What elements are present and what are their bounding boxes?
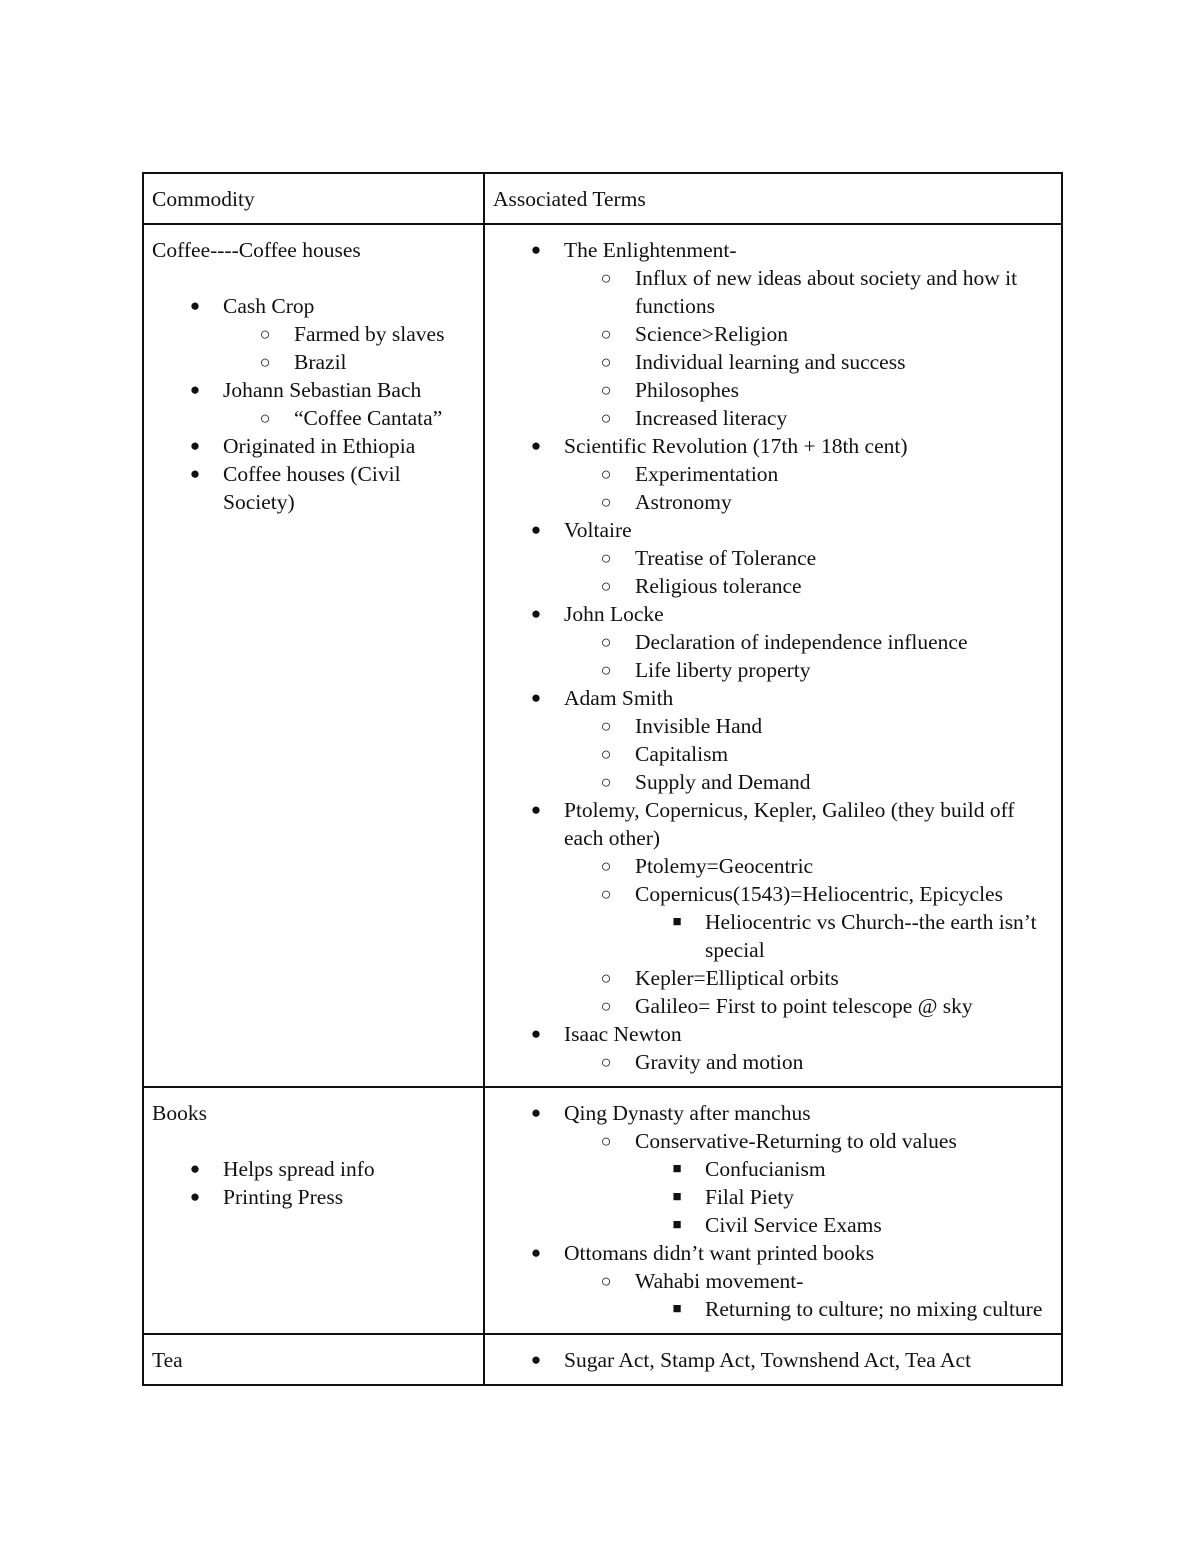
bullet-list-level-2 bbox=[600, 1127, 1053, 1239]
bullet-list-level-2 bbox=[600, 264, 1053, 432]
bullet-circle-icon: ○ bbox=[600, 744, 612, 764]
list-item-text: Printing Press bbox=[223, 1185, 344, 1209]
list-item-text: Individual learning and success bbox=[635, 350, 906, 374]
bullet-list-level-3 bbox=[672, 1295, 1053, 1323]
list-item bbox=[530, 684, 1053, 796]
list-item bbox=[189, 432, 475, 460]
list-item bbox=[600, 460, 1053, 488]
commodity-cell bbox=[143, 1334, 484, 1385]
list-item-text: Voltaire bbox=[564, 518, 632, 542]
bullet-circle-icon: ○ bbox=[600, 856, 612, 876]
list-item bbox=[600, 1267, 1053, 1323]
list-item bbox=[530, 1099, 1053, 1239]
table-row-books bbox=[143, 1087, 1062, 1334]
list-item bbox=[530, 1020, 1053, 1076]
bullet-disc-icon: ● bbox=[189, 1187, 201, 1206]
table-row-coffee-coffee-houses bbox=[143, 224, 1062, 1087]
bullet-circle-icon: ○ bbox=[600, 380, 612, 400]
list-item-text: Declaration of independence influence bbox=[635, 630, 968, 654]
list-item-text: Scientific Revolution (17th + 18th cent) bbox=[564, 434, 908, 458]
bullet-circle-icon: ○ bbox=[259, 352, 271, 372]
commodity-title: Coffee----Coffee houses bbox=[152, 238, 361, 262]
bullet-circle-icon: ○ bbox=[600, 576, 612, 596]
list-item bbox=[600, 376, 1053, 404]
bullet-list-level-2 bbox=[600, 712, 1053, 796]
bullet-disc-icon: ● bbox=[530, 604, 542, 623]
bullet-circle-icon: ○ bbox=[600, 996, 612, 1016]
bullet-list-level-2 bbox=[600, 1267, 1053, 1323]
bullet-disc-icon: ● bbox=[530, 436, 542, 455]
bullet-circle-icon: ○ bbox=[600, 968, 612, 988]
bullet-circle-icon: ○ bbox=[600, 324, 612, 344]
list-item-text: The Enlightenment- bbox=[564, 238, 737, 262]
list-item-text: Ptolemy, Copernicus, Kepler, Galileo (they build off each other) bbox=[564, 798, 1015, 850]
list-item-text: Conservative-Returning to old values bbox=[635, 1129, 957, 1153]
list-item-text: Ptolemy=Geocentric bbox=[635, 854, 814, 878]
bullet-circle-icon: ○ bbox=[600, 548, 612, 568]
commodity-title: Tea bbox=[152, 1348, 183, 1372]
bullet-disc-icon: ● bbox=[530, 1103, 542, 1122]
bullet-circle-icon: ○ bbox=[600, 492, 612, 512]
bullet-disc-icon: ● bbox=[530, 1350, 542, 1369]
list-item bbox=[600, 1048, 1053, 1076]
list-item bbox=[530, 1346, 1053, 1374]
list-item-text: Supply and Demand bbox=[635, 770, 811, 794]
bullet-list-level-2 bbox=[600, 852, 1053, 1020]
list-item bbox=[600, 712, 1053, 740]
list-item bbox=[530, 1239, 1053, 1323]
bullet-circle-icon: ○ bbox=[600, 660, 612, 680]
header-cell-commodity: Commodity bbox=[143, 173, 484, 224]
list-item-text: Copernicus(1543)=Heliocentric, Epicycles bbox=[635, 882, 1003, 906]
table-body bbox=[143, 173, 1062, 1385]
list-item bbox=[672, 1295, 1053, 1323]
list-item-text: Adam Smith bbox=[564, 686, 674, 710]
list-item bbox=[600, 992, 1053, 1020]
list-item bbox=[259, 404, 475, 432]
bullet-disc-icon: ● bbox=[189, 1159, 201, 1178]
header-cell-associated-terms: Associated Terms bbox=[484, 173, 1062, 224]
list-item bbox=[600, 320, 1053, 348]
list-item bbox=[672, 1155, 1053, 1183]
list-item-text: Brazil bbox=[294, 350, 347, 374]
list-item-text: Cash Crop bbox=[223, 294, 315, 318]
bullet-circle-icon: ○ bbox=[259, 324, 271, 344]
list-item bbox=[600, 656, 1053, 684]
header-row bbox=[143, 173, 1062, 224]
bullet-disc-icon: ● bbox=[530, 520, 542, 539]
list-item bbox=[600, 264, 1053, 320]
bullet-disc-icon: ● bbox=[530, 240, 542, 259]
bullet-square-icon: ■ bbox=[672, 1161, 682, 1177]
bullet-disc-icon: ● bbox=[189, 464, 201, 483]
list-item-text: Influx of new ideas about society and how it functions bbox=[635, 266, 1018, 318]
list-item-text: Originated in Ethiopia bbox=[223, 434, 416, 458]
list-item-text: Treatise of Tolerance bbox=[635, 546, 817, 570]
bullet-square-icon: ■ bbox=[672, 1189, 682, 1205]
list-item-text: Religious tolerance bbox=[635, 574, 802, 598]
list-item bbox=[189, 460, 475, 516]
list-item-text: Wahabi movement- bbox=[635, 1269, 804, 1293]
list-item bbox=[189, 292, 475, 376]
bullet-disc-icon: ● bbox=[189, 436, 201, 455]
list-item-text: Sugar Act, Stamp Act, Townshend Act, Tea Act bbox=[564, 1348, 972, 1372]
bullet-square-icon: ■ bbox=[672, 1301, 682, 1317]
bullet-list-level-2 bbox=[600, 628, 1053, 684]
bullet-list-level-3 bbox=[672, 1155, 1053, 1239]
list-item-text: Coffee houses (Civil Society) bbox=[223, 462, 401, 514]
list-item bbox=[600, 628, 1053, 656]
commodity-title: Books bbox=[152, 1101, 207, 1125]
associated-terms-cell bbox=[484, 224, 1062, 1087]
bullet-list-level-2 bbox=[600, 1048, 1053, 1076]
list-item bbox=[672, 1211, 1053, 1239]
bullet-circle-icon: ○ bbox=[600, 352, 612, 372]
list-item-text: Capitalism bbox=[635, 742, 729, 766]
list-item-text: Kepler=Elliptical orbits bbox=[635, 966, 839, 990]
commodity-cell bbox=[143, 1087, 484, 1334]
bullet-circle-icon: ○ bbox=[600, 772, 612, 792]
bullet-circle-icon: ○ bbox=[600, 1131, 612, 1151]
list-item bbox=[259, 320, 475, 348]
list-item-text: Increased literacy bbox=[635, 406, 788, 430]
list-item bbox=[600, 740, 1053, 768]
list-item-text: Gravity and motion bbox=[635, 1050, 804, 1074]
list-item bbox=[600, 572, 1053, 600]
list-item bbox=[259, 348, 475, 376]
bullet-list-level-1 bbox=[530, 1099, 1053, 1323]
commodity-table bbox=[142, 172, 1063, 1386]
list-item-text: Filal Piety bbox=[705, 1185, 794, 1209]
bullet-circle-icon: ○ bbox=[600, 1271, 612, 1291]
bullet-circle-icon: ○ bbox=[600, 716, 612, 736]
list-item bbox=[530, 432, 1053, 516]
list-item-text: Invisible Hand bbox=[635, 714, 763, 738]
list-item-text: Science>Religion bbox=[635, 322, 789, 346]
list-item bbox=[530, 796, 1053, 1020]
bullet-list-level-1 bbox=[530, 1346, 1053, 1374]
bullet-disc-icon: ● bbox=[189, 380, 201, 399]
bullet-circle-icon: ○ bbox=[600, 464, 612, 484]
list-item bbox=[600, 880, 1053, 964]
bullet-square-icon: ■ bbox=[672, 1217, 682, 1233]
commodity-cell bbox=[143, 224, 484, 1087]
list-item bbox=[600, 404, 1053, 432]
list-item bbox=[672, 908, 1053, 964]
list-item bbox=[600, 852, 1053, 880]
bullet-list-level-1 bbox=[530, 236, 1053, 1076]
bullet-disc-icon: ● bbox=[530, 688, 542, 707]
list-item bbox=[530, 236, 1053, 432]
list-item-text: Johann Sebastian Bach bbox=[223, 378, 422, 402]
list-item bbox=[189, 376, 475, 432]
list-item-text: Experimentation bbox=[635, 462, 779, 486]
list-item-text: Isaac Newton bbox=[564, 1022, 682, 1046]
list-item-text: Confucianism bbox=[705, 1157, 826, 1181]
list-item bbox=[600, 348, 1053, 376]
list-item-text: Life liberty property bbox=[635, 658, 811, 682]
list-item bbox=[600, 544, 1053, 572]
list-item bbox=[600, 488, 1053, 516]
list-item-text: “Coffee Cantata” bbox=[294, 406, 443, 430]
list-item bbox=[600, 964, 1053, 992]
list-item bbox=[672, 1183, 1053, 1211]
list-item bbox=[189, 1183, 475, 1211]
list-item-text: Returning to culture; no mixing culture bbox=[705, 1297, 1043, 1321]
bullet-list-level-2 bbox=[259, 320, 475, 376]
bullet-list-level-1 bbox=[189, 1155, 475, 1211]
bullet-disc-icon: ● bbox=[189, 296, 201, 315]
list-item-text: Civil Service Exams bbox=[705, 1213, 882, 1237]
bullet-list-level-2 bbox=[600, 544, 1053, 600]
list-item-text: Qing Dynasty after manchus bbox=[564, 1101, 811, 1125]
bullet-list-level-2 bbox=[259, 404, 475, 432]
list-item-text: Philosophes bbox=[635, 378, 739, 402]
list-item-text: Farmed by slaves bbox=[294, 322, 445, 346]
list-item-text: Heliocentric vs Church--the earth isn’t special bbox=[705, 910, 1037, 962]
bullet-circle-icon: ○ bbox=[600, 884, 612, 904]
bullet-disc-icon: ● bbox=[530, 1243, 542, 1262]
list-item bbox=[530, 516, 1053, 600]
list-item bbox=[600, 768, 1053, 796]
table-row-tea bbox=[143, 1334, 1062, 1385]
bullet-circle-icon: ○ bbox=[600, 1052, 612, 1072]
list-item-text: Astronomy bbox=[635, 490, 732, 514]
bullet-list-level-3 bbox=[672, 908, 1053, 964]
list-item-text: Ottomans didn’t want printed books bbox=[564, 1241, 875, 1265]
list-item-text: John Locke bbox=[564, 602, 664, 626]
associated-terms-cell bbox=[484, 1087, 1062, 1334]
associated-terms-cell bbox=[484, 1334, 1062, 1385]
list-item bbox=[530, 600, 1053, 684]
bullet-disc-icon: ● bbox=[530, 800, 542, 819]
bullet-disc-icon: ● bbox=[530, 1024, 542, 1043]
bullet-list-level-2 bbox=[600, 460, 1053, 516]
bullet-circle-icon: ○ bbox=[259, 408, 271, 428]
bullet-circle-icon: ○ bbox=[600, 408, 612, 428]
list-item bbox=[600, 1127, 1053, 1239]
list-item bbox=[189, 1155, 475, 1183]
bullet-circle-icon: ○ bbox=[600, 268, 612, 288]
list-item-text: Helps spread info bbox=[223, 1157, 375, 1181]
list-item-text: Galileo= First to point telescope @ sky bbox=[635, 994, 973, 1018]
bullet-circle-icon: ○ bbox=[600, 632, 612, 652]
bullet-list-level-1 bbox=[189, 292, 475, 516]
bullet-square-icon: ■ bbox=[672, 914, 682, 930]
